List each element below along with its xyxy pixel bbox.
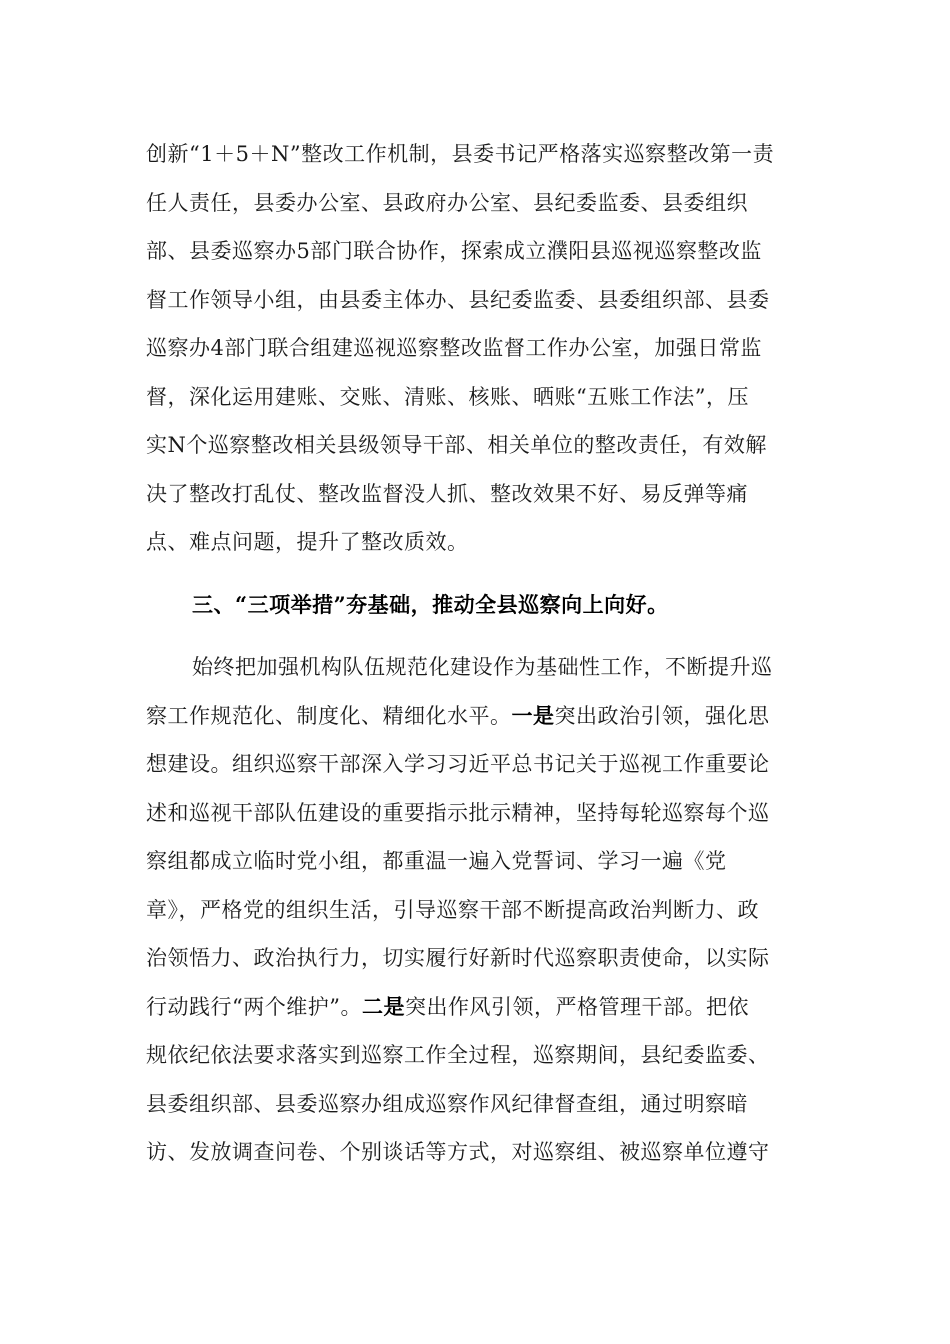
text-line: 治领悟力、政治执行力，切实履行好新时代巡察职责使命，以实际	[146, 946, 770, 970]
text-line: 察组都成立临时党小组，都重温一遍入党誓词、学习一遍《党	[146, 849, 727, 873]
document-body	[146, 130, 806, 1177]
text-run: 行动践行“两个维护”。	[146, 994, 362, 1019]
paragraph-gap	[146, 567, 806, 581]
text-line: 创新“1＋5＋N”整改工作机制，县委书记严格落实巡察整改第一责	[146, 142, 775, 166]
paragraph-1	[146, 130, 806, 567]
text-line: 督，深化运用建账、交账、清账、核账、晒账“五账工作法”，压	[146, 384, 749, 409]
text-line: 决了整改打乱仗、整改监督没人抓、整改效果不好、易反弹等痛	[146, 481, 748, 506]
text-line	[146, 983, 806, 1032]
text-line	[146, 692, 806, 741]
paragraph-2	[146, 643, 806, 1177]
text-line: 想建设。组织巡察干部深入学习习近平总书记关于巡视工作重要论	[146, 752, 770, 776]
text-run: 察工作规范化、制度化、精细化水平。	[146, 703, 512, 728]
text-run: 突出作风引领，严格管理干部。把依	[404, 994, 749, 1019]
text-line: 督工作领导小组，由县委主体办、县纪委监委、县委组织部、县委	[146, 287, 770, 312]
text-line: 县委组织部、县委巡察办组成巡察作风纪律督查组，通过明察暗	[146, 1091, 748, 1116]
text-line: 规依纪依法要求落实到巡察工作全过程，巡察期间，县纪委监委、	[146, 1043, 770, 1067]
text-line: 巡察办4部门联合组建巡视巡察整改监督工作办公室，加强日常监	[146, 336, 762, 360]
text-line: 实N个巡察整改相关县级领导干部、相关单位的整改责任，有效解	[146, 433, 767, 457]
paragraph-gap	[146, 629, 806, 643]
text-line: 始终把加强机构队伍规范化建设作为基础性工作，不断提升巡	[192, 655, 773, 679]
section-heading: 三、“三项举措”夯基础，推动全县巡察向上向好。	[192, 591, 669, 617]
text-line: 述和巡视干部队伍建设的重要指示批示精神，坚持每轮巡察每个巡	[146, 800, 770, 825]
emphasis-second: 二是	[361, 993, 405, 1019]
text-line: 访、发放调查问卷、个别谈话等方式，对巡察组、被巡察单位遵守	[146, 1140, 770, 1164]
text-line: 任人责任，县委办公室、县政府办公室、县纪委监委、县委组织	[146, 190, 748, 215]
emphasis-first: 一是	[511, 702, 555, 728]
text-line: 点、难点问题，提升了整改质效。	[146, 530, 469, 554]
text-line: 部、县委巡察办5部门联合协作，探索成立濮阳县巡视巡察整改监	[146, 239, 762, 263]
text-line: 章》，严格党的组织生活，引导巡察干部不断提高政治判断力、政	[146, 897, 759, 922]
text-run: 突出政治引领，强化思	[554, 703, 770, 728]
